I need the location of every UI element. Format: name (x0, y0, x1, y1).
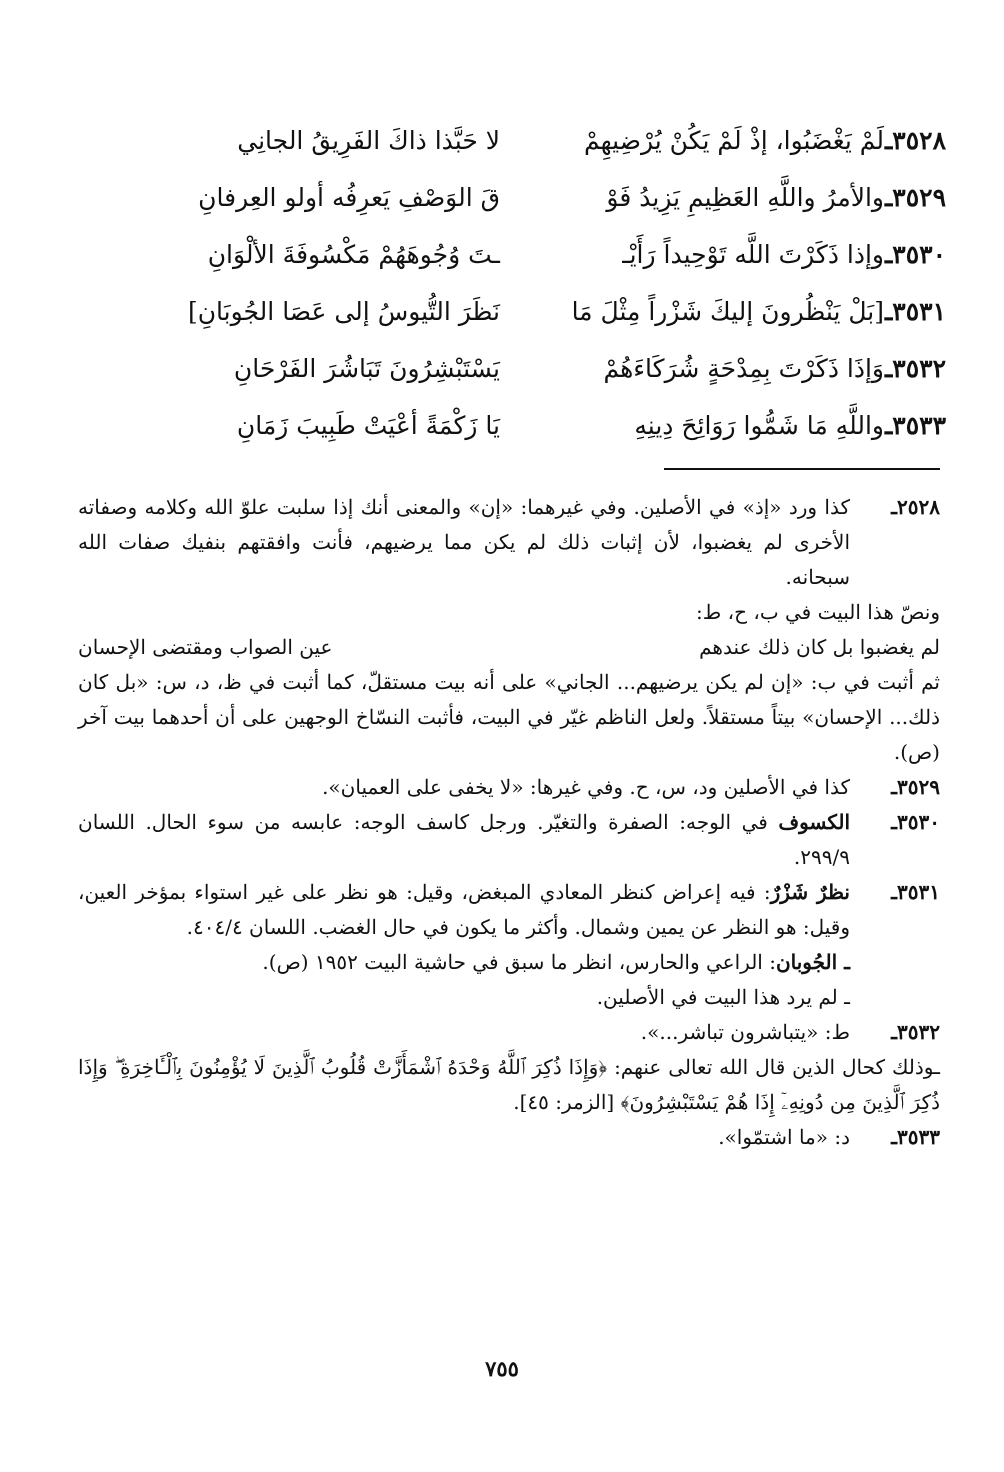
verse-second-hemistich: يَسْتَبْشِرُونَ تَبَاشُرَ الفَرْحَانِ (233, 354, 500, 383)
footnote-text: ط: «يتباشرون تباشر...». (640, 1020, 850, 1044)
footnote (78, 770, 940, 805)
footnote-number: ٣٥٣٣ـ (891, 1125, 940, 1149)
footnote (78, 1015, 940, 1120)
quoted-verse (78, 630, 940, 665)
verse-first-hemistich: لَمْ يَغْضَبُوا، إذْ لَمْ يَكُنْ يُرْضِيهِمْ (584, 126, 884, 155)
verse-number: ٣٥٢٩ـ (884, 183, 946, 212)
verse-number: ٣٥٣١ـ (884, 297, 946, 326)
verse-number: ٣٥٣٠ـ (884, 240, 946, 269)
verse-number: ٣٥٣٣ـ (884, 411, 946, 440)
footnote-text: كذا في الأصلين ود، س، ح. وفي غيرها: «لا يخفى على العميان». (322, 775, 850, 799)
footnote-number: ٣٥٣١ـ (891, 880, 940, 904)
verse-second-hemistich: قَ الوَصْفِ يَعرِفُه أولو العِرفانِ (198, 183, 500, 212)
verse-line (80, 120, 946, 177)
verse-line (80, 348, 946, 405)
footnotes-block (78, 490, 940, 1155)
footnote (78, 490, 940, 770)
verse-first-hemistich: والأمرُ واللَّهِ العَظِيمِ يَزِيدُ فَوْ (606, 183, 884, 212)
verse-line (80, 177, 946, 234)
footnote (78, 805, 940, 875)
footnote-text: في الوجه: الصفرة والتغيّر. ورجل كاسف الوجه: عابسه من سوء الحال. اللسان ٢٩٩/٩. (78, 810, 850, 869)
footnote-term: نظرٌ شَزْرٌ (770, 880, 850, 904)
footnote-text: : الراعي والحارس، انظر ما سبق في حاشية البيت ١٩٥٢ (ص). (262, 950, 776, 974)
page-number: ٧٥٥ (485, 1356, 519, 1381)
quran-quote: ـوذلك كحال الذين قال الله تعالى عنهم: ﴿وَإِذَا ذُكِرَ ٱللَّهُ وَحْدَهُ ٱشْمَأَزَّتْ قُلُوبُ ٱلَّذِينَ لَا يُؤْمِنُونَ بِٱلْـَٔاخِرَةِ ۖ وَإِذَا ذُكِرَ ٱلَّذِينَ مِن دُونِهِۦٓ إِذَا هُمْ يَسْتَبْشِرُونَ﴾ [الزمر: ٤٥]. (78, 1055, 940, 1114)
quoted-verse-first: لم يغضبوا بل كان ذلك عندهم (699, 635, 940, 659)
footnote-number: ٣٥٣٢ـ (891, 1020, 940, 1044)
footnote-text: ثم أثبت في ب: «إن لم يكن يرضيهم... الجاني» على أنه بيت مستقلّ، كما أثبت في ظ، د، س: «بل كان ذلك... الإحسان» بيتاً مستقلاً. ولعل الناظم غيّر في البيت، فأثبت النسّاخ الوجهين على أن أحدهما بيت آخر (ص). (78, 670, 940, 764)
verse-number: ٣٥٢٨ـ (884, 126, 946, 155)
footnote-term: ـ الجُوبان (775, 950, 850, 974)
verse-second-hemistich: نَظَرَ التُّيوسُ إلى عَصَا الجُوبَانِ] (187, 297, 500, 326)
verse-line (80, 405, 946, 462)
footnote-text: ـ لم يرد هذا البيت في الأصلين. (596, 985, 850, 1009)
verse-first-hemistich: وَإذَا ذَكَرْتَ بِمِدْحَةٍ شُرَكَاءَهُمْ (603, 354, 884, 383)
footnote-number: ٣٥٢٩ـ (891, 775, 940, 799)
verse-first-hemistich: [بَلْ يَنْظُرونَ إليكَ شَزْراً مِثْلَ مَا (571, 297, 884, 326)
verse-second-hemistich: ـتَ وُجُوهَهُمْ مَكْسُوفَةَ الألْوَانِ (207, 240, 500, 269)
footnote-number: ٣٥٣٠ـ (891, 810, 940, 834)
footnote-number: ٢٥٢٨ـ (891, 495, 940, 519)
verses-block (80, 120, 946, 462)
footnote-text: : فيه إعراض كنظر المعادي المبغض، وقيل: هو نظر على غير استواء بمؤخر العين، وقيل: هو النظر عن يمين وشمال. وأكثر ما يكون في حال الغضب. اللسان ٤٠٤/٤. (78, 880, 850, 939)
footnote-divider (664, 468, 940, 470)
footnote-text: ونصّ هذا البيت في ب، ح، ط: (696, 600, 940, 624)
verse-number: ٣٥٣٢ـ (884, 354, 946, 383)
verse-first-hemistich: وإذا ذَكَرْتَ اللَّه تَوْحِيداً رَأَيْـ (622, 240, 884, 269)
footnote-text: د: «ما اشتمّوا». (718, 1125, 850, 1149)
verse-first-hemistich: واللَّهِ مَا شَمُّوا رَوَائِحَ دِينِهِ (634, 411, 884, 440)
footnote-text: كذا ورد «إذ» في الأصلين. وفي غيرهما: «إن» والمعنى أنك إذا سلبت علوّ الله وكلامه وصفاته الأخرى لم يغضبوا، لأن إثبات ذلك لم يكن مما يرضيهم، فأنت وافقتهم بنفيك صفات الله سبحانه. (78, 495, 850, 589)
verse-line (80, 291, 946, 348)
verse-second-hemistich: لا حَبَّذا ذاكَ الفَرِيقُ الجانِي (237, 126, 500, 155)
quoted-verse-second: عين الصواب ومقتضى الإحسان (78, 635, 333, 659)
footnote (78, 1120, 940, 1155)
verse-second-hemistich: يَا زَكْمَةً أعْيَتْ طَبِيبَ زَمَانِ (236, 411, 500, 440)
footnote-term: الكسوف (778, 810, 851, 834)
verse-line (80, 234, 946, 291)
footnote (78, 875, 940, 1015)
